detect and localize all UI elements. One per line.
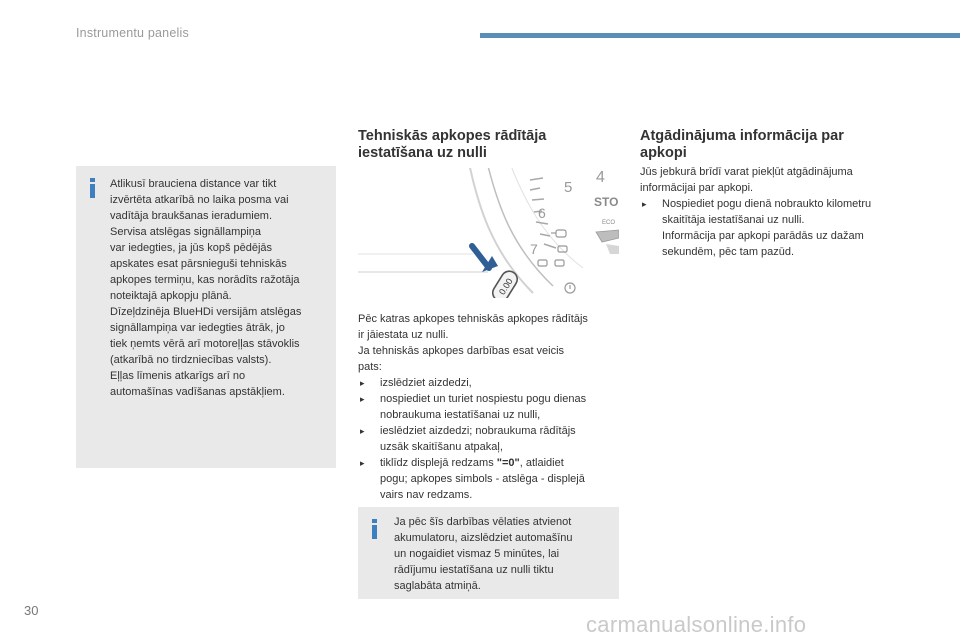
section-title-reminder: Atgādinājuma informācija par apkopi [640,128,844,161]
info-note-text: Atlikusī brauciena distance var tikt izvērtēta atkarībā no laika posma vai vadītāja braukšanas ieradumiem. Servisa atslēgas signāllampiņa var iedegties, ja jūs kopš pēdējās apskates esat pārsnieguši tehniskās apkopes termiņu, kas norādīts ražotāja noteiktajā apkopju plānā. Dīzeļdzinēja BlueHDi versijām atslēgas signāllampiņa var iedegties ātrāk, jo tiek ņemts vērā arī motoreļļas stāvoklis (atkarībā no tirdzniecības valsts). Eļļas līmenis atkarīgs arī no automašīnas vadīšanas apstākļiem. [110,178,302,398]
trip-reset-button-label: 0.00 [496,276,515,297]
reset-instructions [358,311,620,503]
reset-steps-list [358,375,620,503]
section-title-reset: Tehniskās apkopes rādītāja iestatīšana uz nulli [358,128,547,161]
dial-number-6: 6 [538,205,546,221]
reminder-instructions [640,164,910,260]
reminder-intro: Jūs jebkurā brīdī varat piekļūt atgādinājuma informācijai par apkopi. [640,166,853,194]
watermark: carmanualsonline.info [586,612,807,637]
dial-number-7: 7 [530,241,538,257]
header-accent-bar [480,33,960,38]
reminder-steps-list [640,196,910,260]
bullet-icon: ▸ [360,378,365,388]
bullet-icon: ▸ [360,394,365,404]
list-item-text: izslēdziet aizdedzi, [380,377,472,389]
list-item-text-pre: tiklīdz displejā redzams [380,457,497,469]
arrow-icon [472,246,498,272]
list-item [358,375,620,391]
dial-label-sto: STO [594,195,619,209]
list-item [358,423,620,455]
list-item-text: nospiediet un turiet nospiestu pogu dienas nobraukuma iestatīšanai uz nulli, [380,393,587,421]
info-note-text: Ja pēc šīs darbības vēlaties atvienot akumulatoru, aizslēdziet automašīnu un nogaidiet vismaz 5 minūtes, lai rādījumu iestatīšana uz nulli tiktu saglabāta atmiņā. [394,516,573,592]
list-item-text: Nospiediet pogu dienā nobraukto kilometru skaitītāja iestatīšanai uz nulli. Informācija par apkopi parādās uz dažam sekundēm, pēc tam pazūd. [662,198,872,258]
info-note-middle [358,507,619,599]
list-item [358,455,620,503]
info-note-left [76,166,336,468]
list-item-text: ieslēdziet aizdedzi; nobraukuma rādītājs uzsāk skaitīšanu atpakaļ, [380,425,576,453]
header-title: Instrumentu panelis [76,26,189,40]
dial-label-eco: ECO [602,220,616,226]
display-value-zero: "=0" [496,457,520,469]
reset-intro: Pēc katras apkopes tehniskās apkopes rādītājs ir jāiestata uz nulli. Ja tehniskās apkopes darbības esat veicis pats: [358,313,588,373]
list-item [358,391,620,423]
list-item-text-post: , atlaidiet pogu; apkopes simbols - atslēga - displejā vairs nav redzams. [380,457,585,501]
list-item [640,196,910,260]
dial-number-5: 5 [564,179,573,196]
bullet-icon: ▸ [642,199,647,209]
bullet-icon: ▸ [360,426,365,436]
dial-number-4: 4 [596,169,605,186]
page-number: 30 [24,603,39,618]
bullet-icon: ▸ [360,458,365,468]
instrument-cluster-icon [358,168,619,298]
instrument-cluster-illustration [358,168,619,298]
